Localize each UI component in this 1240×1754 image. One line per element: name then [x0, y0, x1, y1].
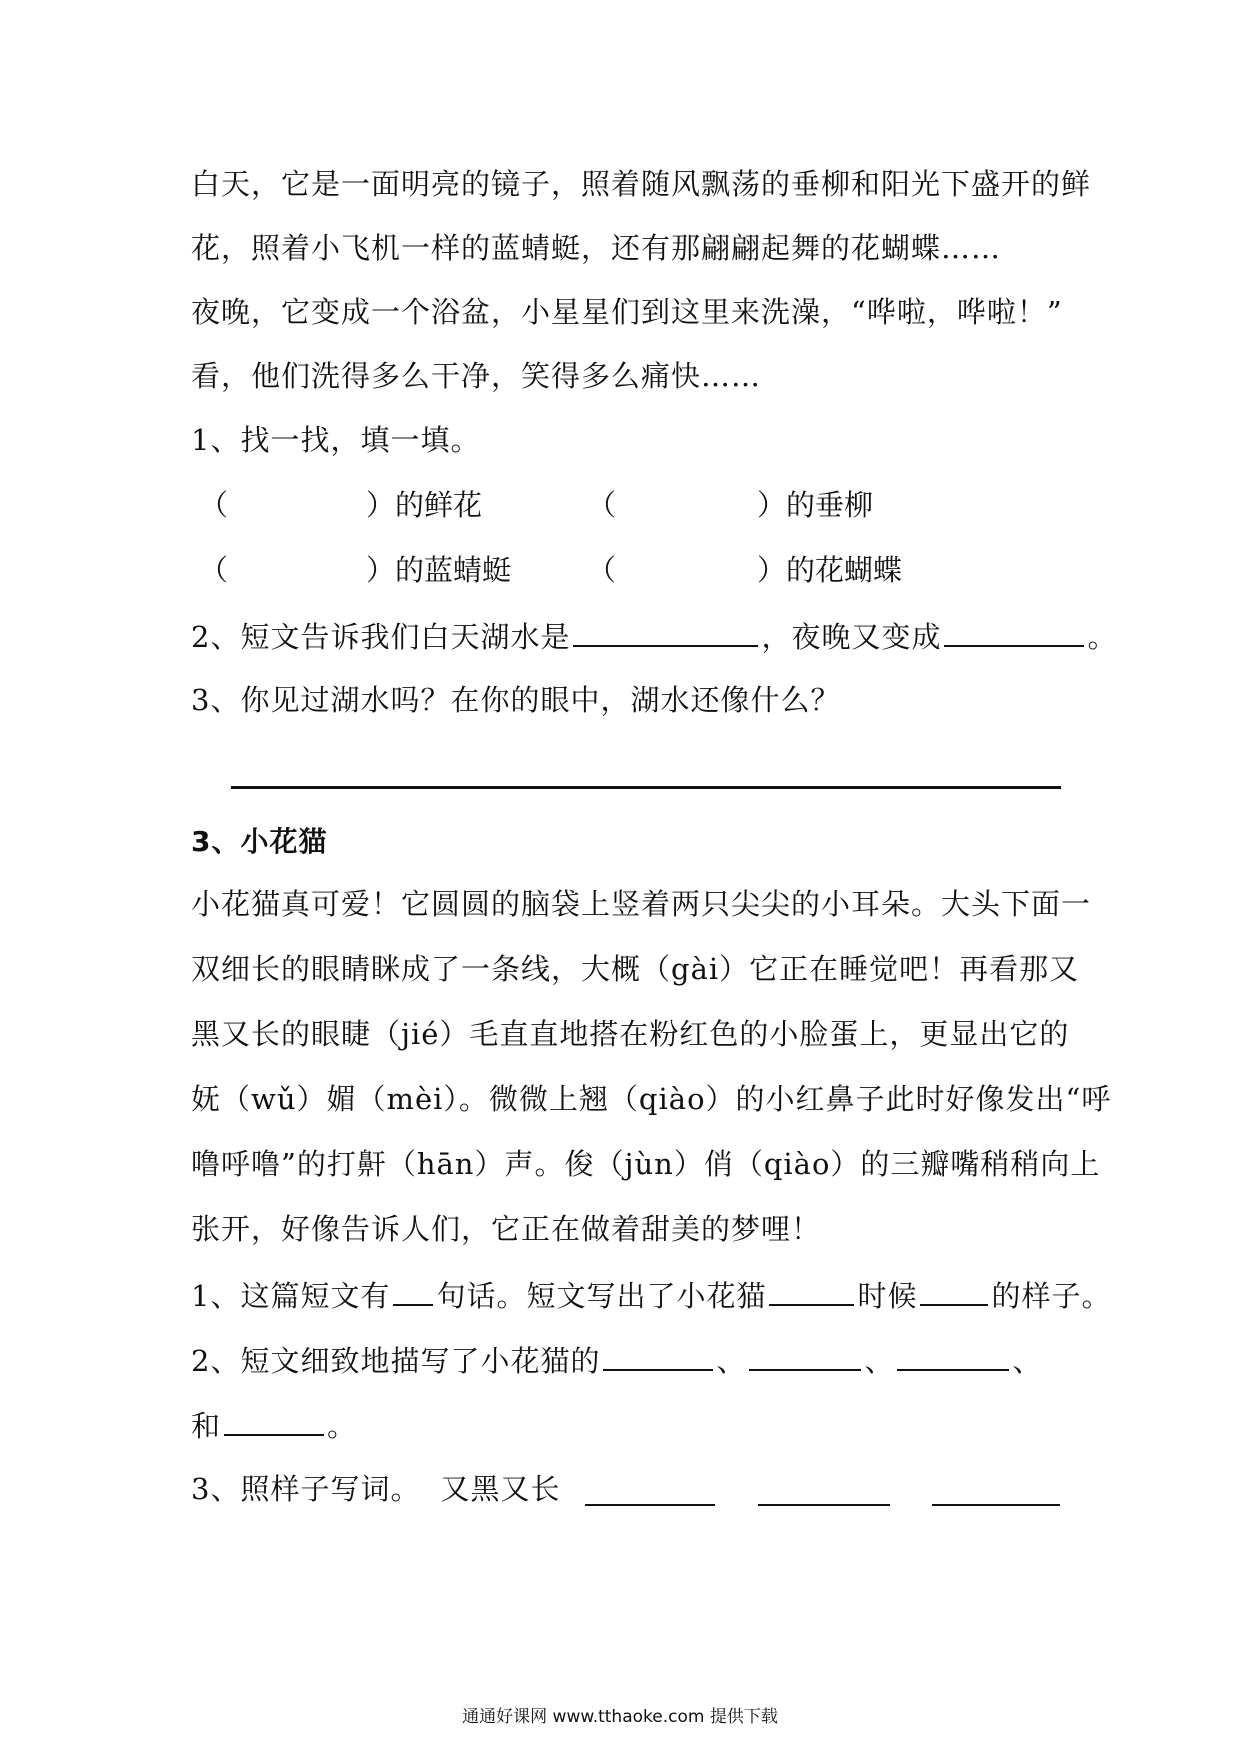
fill-word: 的蓝蜻蜓 [395, 553, 512, 587]
answer-blank[interactable] [749, 1339, 861, 1371]
separator: 、 [1012, 1344, 1043, 1378]
passage-line: 白天，它是一面明亮的镜子，照着随风飘荡的垂柳和阳光下盛开的鲜 [191, 167, 1092, 201]
fill-row [191, 485, 1061, 525]
section3-question-3 [191, 1469, 1061, 1509]
answer-blank[interactable] [224, 1404, 324, 1436]
answer-blank[interactable] [603, 1339, 713, 1371]
answer-blank[interactable] [585, 1504, 715, 1506]
question-text: 的样子。 [991, 1279, 1112, 1313]
answer-blank[interactable] [769, 1274, 854, 1306]
question-1-label: 1、找一找，填一填。 [191, 423, 481, 457]
fill-item [366, 550, 511, 590]
fill-row [191, 550, 1061, 590]
footer-credit: 通通好课网 www.tthaoke.com 提供下载 [462, 1707, 778, 1727]
passage-line: 看，他们洗得多么干净，笑得多么痛快…… [191, 359, 762, 393]
question-text: 3、照样子写词。 [191, 1472, 421, 1506]
fill-word: 的鲜花 [395, 488, 483, 522]
passage-line: 妩（wǔ）媚（mèi）。微微上翘（qiào）的小红鼻子此时好像发出“呼 [191, 1082, 1112, 1116]
answer-blank[interactable] [920, 1274, 988, 1306]
open-paren: （ [199, 553, 229, 587]
question-text: 时候 [857, 1279, 918, 1313]
separator: 、 [716, 1344, 747, 1378]
fill-item [199, 485, 228, 525]
fill-item [199, 550, 228, 590]
passage-line: 张开，好像告诉人们，它正在做着甜美的梦哩！ [191, 1212, 822, 1246]
passage-line: 夜晚，它变成一个浴盆，小星星们到这里来洗澡，“哗啦，哗啦！” [191, 295, 1063, 329]
question-3-label: 3、你见过湖水吗？在你的眼中，湖水还像什么？ [191, 683, 841, 717]
section3-question-2-cont [191, 1404, 1061, 1446]
answer-blank[interactable] [944, 615, 1084, 647]
section3-question-1 [191, 1274, 1112, 1316]
open-paren: （ [587, 488, 617, 522]
fill-item [587, 485, 616, 525]
passage-line: 黑又长的眼睫（jié）毛直直地搭在粉红色的小脸蛋上，更显出它的 [191, 1017, 1070, 1051]
answer-line[interactable] [231, 786, 1061, 789]
question-2 [191, 615, 1118, 657]
fill-item [366, 485, 482, 525]
section-heading: 3、小花猫 [191, 825, 328, 858]
passage-line: 双细长的眼睛眯成了一条线，大概（gài）它正在睡觉吧！再看那又 [191, 952, 1080, 986]
close-paren: ） [757, 488, 787, 522]
question-text: 1、这篇短文有 [191, 1279, 391, 1313]
answer-blank[interactable] [758, 1504, 890, 1506]
open-paren: （ [199, 488, 229, 522]
answer-blank[interactable] [932, 1504, 1060, 1506]
question-text: 2、短文细致地描写了小花猫的 [191, 1344, 601, 1378]
answer-blank[interactable] [573, 615, 758, 647]
separator: 、 [864, 1344, 895, 1378]
passage-line: 噜呼噜”的打鼾（hān）声。俊（jùn）俏（qiào）的三瓣嘴稍稍向上 [191, 1147, 1101, 1181]
fill-item [757, 550, 902, 590]
fill-item [587, 550, 616, 590]
answer-blank[interactable] [897, 1339, 1009, 1371]
example-word: 又黑又长 [440, 1472, 561, 1506]
answer-blank[interactable] [393, 1274, 433, 1306]
passage-line: 花，照着小飞机一样的蓝蜻蜓，还有那翩翩起舞的花蝴蝶…… [191, 231, 1002, 265]
open-paren: （ [587, 553, 617, 587]
close-paren: ） [757, 553, 787, 587]
question-text: 句话。短文写出了小花猫 [436, 1279, 767, 1313]
close-paren: ） [366, 488, 396, 522]
question-2-text: ，夜晚又变成 [761, 620, 942, 654]
fill-item [757, 485, 873, 525]
fill-word: 的垂柳 [786, 488, 874, 522]
close-paren: ） [366, 553, 396, 587]
question-2-text: 。 [1087, 620, 1118, 654]
question-2-text: 2、短文告诉我们白天湖水是 [191, 620, 571, 654]
passage-line: 小花猫真可爱！它圆圆的脑袋上竖着两只尖尖的小耳朵。大头下面一 [191, 887, 1092, 921]
fill-word: 的花蝴蝶 [786, 553, 903, 587]
question-text: 。 [327, 1409, 358, 1443]
question-text: 和 [191, 1409, 222, 1443]
section3-question-2 [191, 1339, 1061, 1381]
